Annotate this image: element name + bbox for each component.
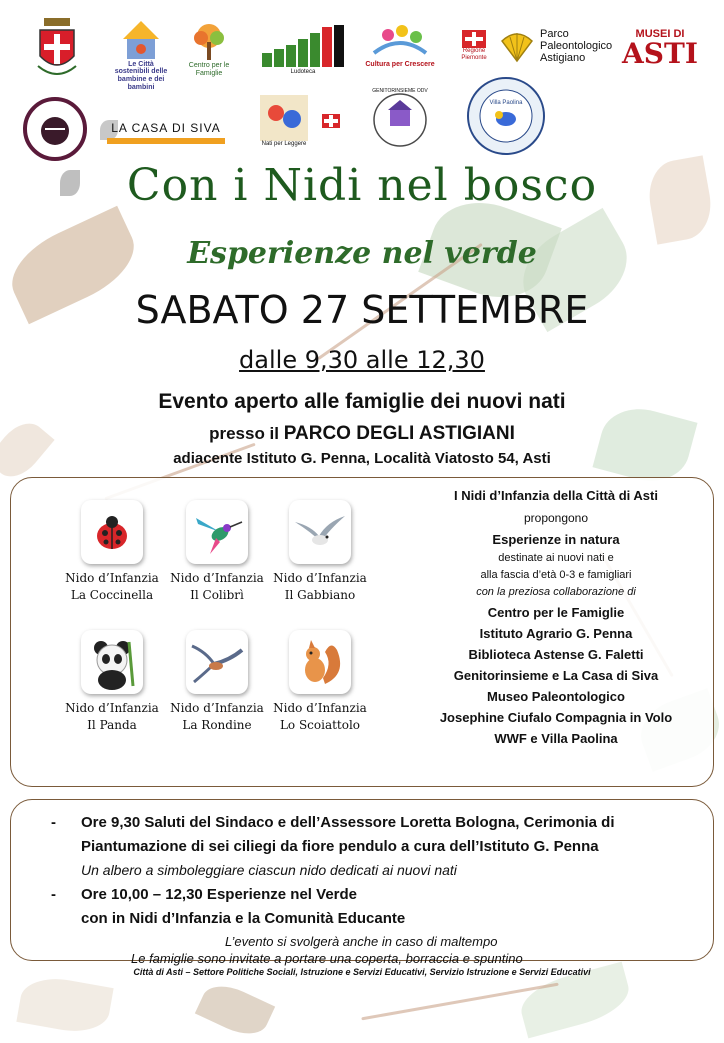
- partner-item: Josephine Ciufalo Compagnia in Volo: [439, 710, 673, 725]
- casa-siva-logo: [104, 116, 228, 150]
- program-panel: [10, 799, 714, 966]
- nido-panda: [61, 630, 163, 734]
- cultura-crescere-logo: [364, 16, 436, 76]
- wwf-villa-paolina-logo: [464, 74, 548, 158]
- musei-asti-text: ASTI: [622, 37, 698, 71]
- nidi-panel: [10, 477, 714, 787]
- genitorinsieme-logo: [366, 90, 434, 150]
- event-location: [0, 423, 724, 445]
- nati-per-leggere-logo: [258, 88, 310, 154]
- citta-sostenibili-logo: [112, 12, 170, 98]
- nido-name-label: La Coccinella: [70, 588, 154, 602]
- nido-type-label: Nido d’Infanzia: [273, 571, 367, 585]
- nido-rondine: [166, 630, 268, 734]
- propongono-text: propongono: [523, 511, 589, 525]
- partners-column: [401, 478, 711, 778]
- event-title: Con i Nidi nel bosco: [126, 160, 598, 211]
- nido-gabbiano: [269, 500, 371, 604]
- partner-item: Museo Paleontologico: [487, 689, 625, 704]
- genitorinsieme-text: GENITORINSIEME ODV: [372, 88, 428, 94]
- program-item-2-line-1: Ore 10,00 – 12,30 Esperienze nel Verde: [81, 886, 358, 903]
- casa-siva-text: LA CASA DI SIVA: [111, 120, 221, 135]
- footer-credits: Città di Asti – Settore Politiche Sociali, Istruzione e Servizi Educativi, Servizio Istruzione e Servizi Educativi: [133, 967, 591, 977]
- location-name: PARCO DEGLI ASTIGIANI: [283, 423, 515, 444]
- collaboration-text: con la preziosa collaborazione di: [476, 586, 636, 598]
- cultura-crescere-text: Cultura per Crescere: [365, 61, 435, 69]
- program-item-2-line-2: con in Nidi d’Infanzia e la Comunità Educante: [81, 910, 406, 927]
- partner-item: Istituto Agrario G. Penna: [479, 626, 633, 641]
- seagull-icon: [289, 500, 351, 564]
- centro-famiglie-logo: [178, 18, 240, 82]
- regione-piemonte-text: Regione Piemonte: [461, 48, 487, 61]
- city-crest-logo: [32, 14, 82, 84]
- event-audience: Evento aperto alle famiglie dei nuovi nati: [158, 390, 566, 413]
- nati-leggere-text: Nati per Leggere: [261, 140, 307, 147]
- ludoteca-logo: [258, 18, 348, 80]
- partner-item: WWF e Villa Paolina: [494, 731, 618, 746]
- musei-di-text: MUSEI DI: [635, 27, 685, 40]
- nidi-heading: I Nidi d’Infanzia della Città di Asti: [454, 488, 658, 503]
- nido-coccinella: [61, 500, 163, 604]
- event-address: adiacente Istituto G. Penna, Località Viatosto 54, Asti: [173, 450, 551, 467]
- program-item-1-note: Un albero a simboleggiare ciascun nido dedicati ai nuovi nati: [81, 862, 457, 878]
- event-subtitle: Esperienze nel verde: [187, 236, 537, 271]
- centro-famiglie-text: Centro per le Famiglie: [188, 62, 230, 77]
- list-dash: -: [51, 886, 56, 903]
- nido-type-label: Nido d’Infanzia: [170, 571, 264, 585]
- regione-piemonte-small-logo: [314, 104, 348, 138]
- hummingbird-icon: [186, 500, 248, 564]
- destination-line-2: alla fascia d’età 0-3 e famigliari: [480, 569, 632, 581]
- regione-piemonte-logo: [452, 26, 496, 66]
- ladybug-icon: [81, 500, 143, 564]
- event-date: SABATO 27 SETTEMBRE: [135, 288, 589, 332]
- acli-circle-logo: [22, 96, 88, 162]
- citta-sostenibili-text: Le Città sostenibili delle bambine e dei bambini: [114, 60, 168, 91]
- nido-scoiattolo: [269, 630, 371, 734]
- program-item-1-line-2: Piantumazione di sei ciliegi da fiore pendulo a cura dell’Istituto G. Penna: [81, 838, 599, 855]
- list-dash: -: [51, 814, 56, 831]
- nido-type-label: Nido d’Infanzia: [65, 571, 159, 585]
- parco-paleontologico-text: Parco Paleontologico Astigiano: [540, 27, 613, 65]
- panda-icon: [81, 630, 143, 694]
- program-item-1-line-1: Ore 9,30 Saluti del Sindaco e dell’Assessore Loretta Bologna, Cerimonia di: [81, 814, 615, 831]
- nido-name-label: Lo Scoiattolo: [279, 718, 361, 732]
- partner-item: Centro per le Famiglie: [487, 605, 625, 620]
- weather-note: L’evento si svolgerà anche in caso di maltempo: [225, 934, 498, 949]
- partner-item: Genitorinsieme e La Casa di Siva: [453, 668, 659, 683]
- partner-item: Biblioteca Astense G. Faletti: [468, 647, 644, 662]
- nido-name-label: Il Gabbiano: [284, 588, 356, 602]
- villa-paolina-text: Villa Paolina: [489, 100, 523, 106]
- squirrel-icon: [289, 630, 351, 694]
- nido-type-label: Nido d’Infanzia: [170, 701, 264, 715]
- nido-type-label: Nido d’Infanzia: [273, 701, 367, 715]
- swallow-icon: [186, 630, 248, 694]
- destination-line-1: destinate ai nuovi nati e: [498, 552, 614, 564]
- musei-asti-logo: [622, 22, 698, 74]
- nido-name-label: Il Colibrì: [190, 588, 244, 602]
- esperienze-heading: Esperienze in natura: [492, 532, 620, 547]
- bring-items-note: Le famiglie sono invitate a portare una coperta, borraccia e spuntino: [131, 951, 523, 966]
- nido-name-label: Il Panda: [87, 718, 137, 732]
- nido-name-label: La Rondine: [182, 718, 252, 732]
- nido-type-label: Nido d’Infanzia: [65, 701, 159, 715]
- parco-paleontologico-logo: [498, 24, 613, 68]
- location-prefix: presso il: [209, 424, 279, 443]
- ludoteca-text: Ludoteca: [290, 68, 316, 75]
- event-hours: dalle 9,30 alle 12,30: [239, 346, 485, 374]
- nido-colibri: [166, 500, 268, 604]
